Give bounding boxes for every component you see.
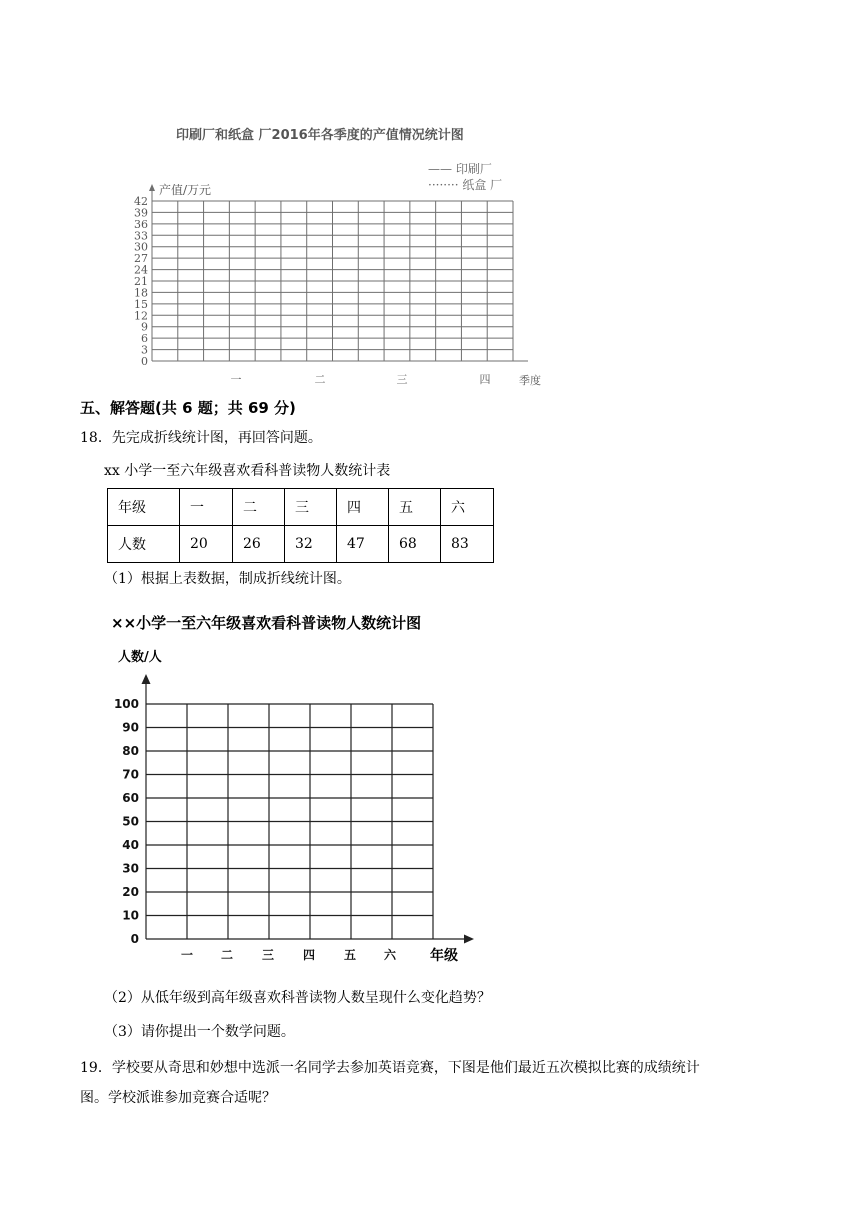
- chart1-y-tick: 15: [134, 297, 148, 311]
- chart2-y-tick: 90: [122, 720, 139, 735]
- table-cell: 四: [337, 489, 389, 526]
- chart1-title: 印刷厂和纸盒 厂2016年各季度的产值情况统计图: [176, 128, 464, 143]
- chart2-title: ××小学一至六年级喜欢看科普读物人数统计图: [111, 614, 422, 632]
- chart1-y-tick: 0: [141, 355, 148, 368]
- chart1-x-tick: 四: [479, 373, 491, 386]
- chart2-y-tick: 60: [122, 791, 139, 805]
- table-cell: 68: [389, 526, 441, 563]
- chart1-x-tick: 二: [314, 373, 326, 386]
- chart2-y-tick: 50: [122, 814, 139, 829]
- q18-stem: 18．先完成折线统计图，再回答问题。: [80, 430, 322, 446]
- table-cell: 83: [441, 526, 494, 563]
- table-cell: 二: [233, 489, 285, 526]
- table-cell: 47: [337, 526, 389, 563]
- chart2-y-axis-arrow: [142, 674, 151, 684]
- chart2-y-tick: 80: [122, 744, 139, 758]
- chart2-y-tick: 10: [122, 908, 139, 923]
- chart2-x-unit: 年级: [430, 948, 458, 964]
- chart2-y-tick: 40: [122, 838, 139, 852]
- q19-line2: 图。学校派谁参加竞赛合适呢？: [80, 1090, 276, 1106]
- chart2-y-tick: 70: [122, 767, 139, 782]
- chart1-y-tick: 30: [134, 240, 148, 254]
- chart2-y-tick: 20: [122, 885, 139, 899]
- table-cell: 32: [285, 526, 337, 563]
- chart1-y-tick: 3: [141, 343, 148, 357]
- chart2-x-axis-arrow: [464, 935, 474, 944]
- chart2-y-unit: 人数/人: [118, 650, 162, 665]
- chart2-x-tick: 五: [343, 948, 357, 962]
- q18-sub2: （2）从低年级到高年级喜欢科普读物人数呈现什么变化趋势？: [104, 990, 491, 1006]
- section-heading: 五、解答题(共 6 题；共 69 分): [80, 399, 296, 417]
- q18-table-title: xx 小学一至六年级喜欢看科普读物人数统计表: [104, 463, 391, 479]
- table-cell: 26: [233, 526, 285, 563]
- chart1-y-tick: 24: [134, 263, 148, 277]
- chart2-x-tick: 四: [302, 948, 316, 962]
- table-cell: 人数: [108, 526, 180, 563]
- chart1-x-tick: 三: [396, 373, 408, 386]
- table-cell: 五: [389, 489, 441, 526]
- chart1-y-tick: 12: [134, 309, 148, 323]
- q18-sub1: （1）根据上表数据，制成折线统计图。: [104, 571, 351, 587]
- chart1-y-tick: 9: [141, 320, 148, 334]
- chart2-y-tick: 30: [122, 861, 139, 876]
- table-cell: 年级: [108, 489, 180, 526]
- chart2-x-tick: 二: [220, 948, 234, 962]
- chart2-y-tick: 0: [130, 932, 139, 946]
- chart1-x-unit: 季度: [519, 374, 541, 387]
- chart1-y-unit: 产值/万元: [159, 183, 212, 197]
- chart1-y-tick: 6: [141, 332, 148, 346]
- chart2-y-tick: 100: [113, 697, 139, 711]
- chart1-y-tick: 36: [134, 217, 148, 231]
- chart1-x-tick: 一: [230, 373, 242, 386]
- table-cell: 一: [180, 489, 233, 526]
- q18-sub3: （3）请你提出一个数学问题。: [104, 1024, 295, 1040]
- table-cell: 20: [180, 526, 233, 563]
- chart1-y-tick: 21: [134, 275, 148, 288]
- chart2-x-tick: 三: [261, 948, 275, 962]
- chart1-y-tick: 18: [134, 286, 148, 300]
- table-cell: 六: [441, 489, 494, 526]
- chart1-y-tick: 42: [134, 195, 148, 208]
- chart1-legend-printing: —— 印刷厂: [428, 162, 492, 176]
- chart1-y-tick: 33: [134, 229, 148, 243]
- chart2-x-tick: 一: [180, 948, 194, 962]
- chart1-legend-paperbox: ········ 纸盒 厂: [428, 178, 503, 192]
- table-cell: 三: [285, 489, 337, 526]
- q19-line1: 19．学校要从奇思和妙想中选派一名同学去参加英语竞赛，下图是他们最近五次模拟比赛的成绩统计: [80, 1060, 700, 1076]
- chart2-x-tick: 六: [383, 948, 397, 962]
- chart1-y-tick: 27: [134, 252, 148, 266]
- chart1-y-tick: 39: [134, 206, 148, 220]
